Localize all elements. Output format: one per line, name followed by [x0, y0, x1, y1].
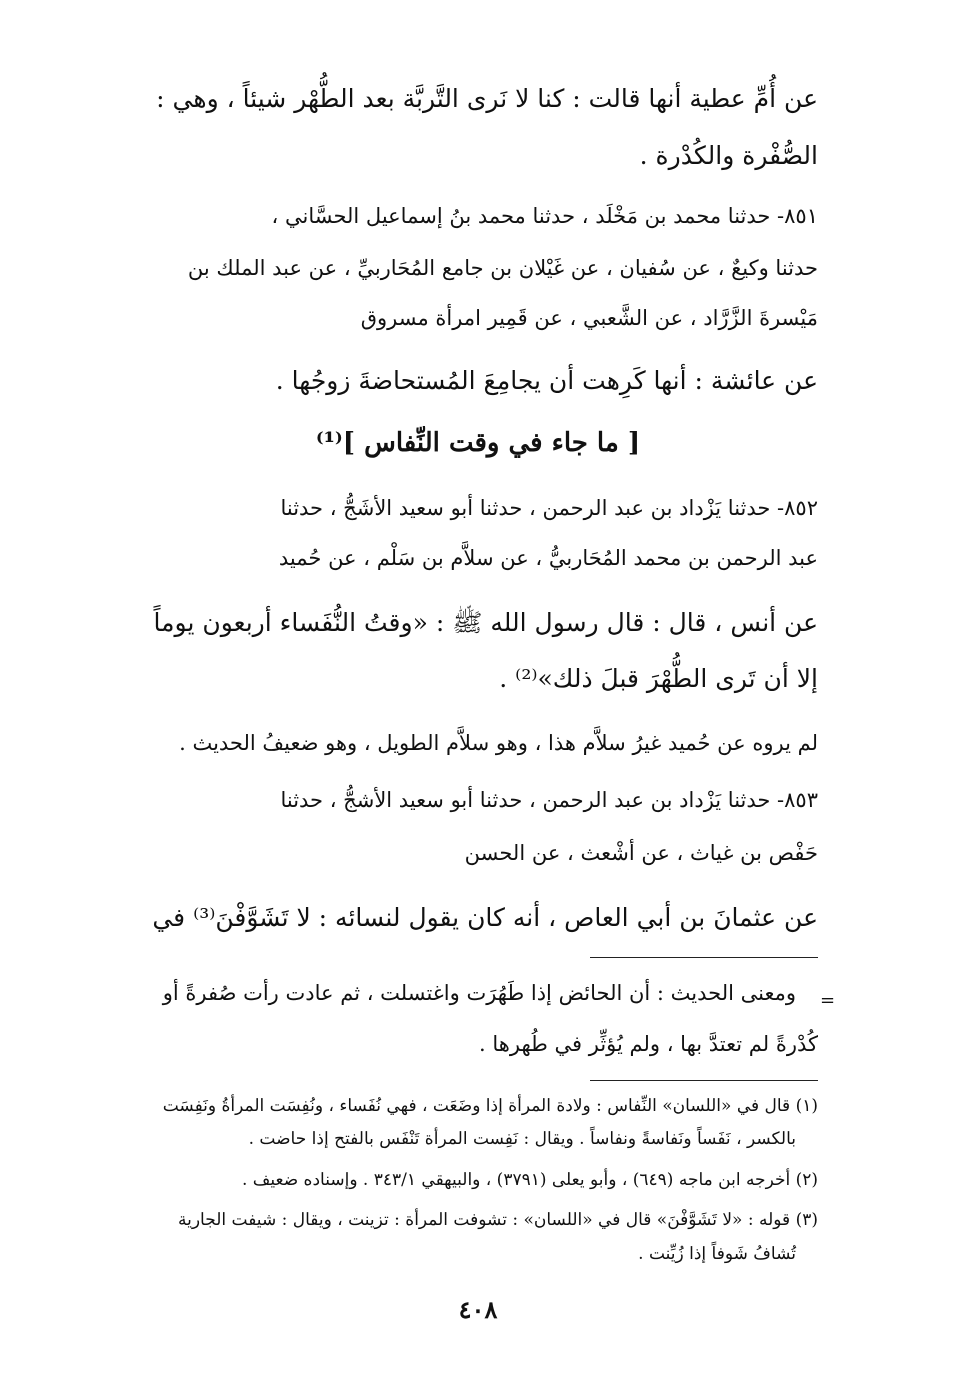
separator-rule: [590, 957, 818, 958]
text-line: عن أُمِّ عطية أنها قالت : كنا لا نَرى التَّربَّة بعد الطُّهْر شيئاً ، وهي :: [156, 84, 818, 113]
text-line: إلا أن تَرى الطُّهْرَ قبلَ ذلك»⁽²⁾ .: [499, 664, 818, 693]
text-line: عن عائشة : أنها كَرِهت أن يجامِعَ المُستحاضةَ زوجُها .: [275, 366, 818, 395]
hadith-852-line: عبد الرحمن بن محمد المُحَاربيُّ ، عن سلاَّم بن سَلْم ، عن حُميد: [278, 546, 818, 570]
text-line: الصُّفْرة والكُدْرة .: [639, 141, 818, 170]
commentary-line: لم يروه عن حُميد غيرُ سلاَّم هذا ، وهو سلاَّم الطويل ، وهو ضعيفُ الحديث .: [179, 731, 818, 755]
hadith-852-line: ٨٥٢- حدثنا يَزْداد بن عبد الرحمن ، حدثنا أبو سعيد الأشَجُّ ، حدثنا: [280, 496, 818, 520]
hadith-851-line: ٨٥١- حدثنا محمد بن مَخْلَد ، حدثنا محمد بنُ إسماعيل الحسَّاني ،: [271, 204, 818, 228]
continuation-line: ومعنى الحديث : أن الحائض إذا طَهُرَت واغتسلت ، ثم عادت رأت صُفرةً أو: [162, 981, 796, 1005]
text-line: عن عثمانَ بن أبي العاص ، أنه كان يقول لنسائه : لا تَشَوَّفْنَ⁽³⁾ في: [152, 903, 818, 932]
continuation-line: كُدْرةً لم تعتدَّ بها ، ولم يُؤثِّر في طُهرها .: [479, 1032, 818, 1056]
footnote-line: (٣) قوله : «لا تَشَوَّفْنَ» قال في «اللسان» : تشوفت المرأة : تزينت ، ويقال : شيفت الجارية: [178, 1210, 818, 1230]
footnote-line: تُشافُ شَوفاً إذا زُيِّنت .: [638, 1244, 796, 1264]
hadith-851-line: مَيْسرةَ الزَّرَّاد ، عن الشَّعبي ، عن قَمِير امرأة مسروق: [360, 306, 818, 330]
hadith-853-line: ٨٥٣- حدثنا يَزْداد بن عبد الرحمن ، حدثنا أبو سعيد الأشجُّ ، حدثنا: [280, 788, 818, 812]
hadith-851-line: حدثنا وكيعٌ ، عن سُفيان ، عن غَيْلان بن جامع المُحَاربيِّ ، عن عبد الملك بن: [187, 256, 818, 280]
section-heading: [ ما جاء في وقت النِّفاس ]⁽¹⁾: [315, 428, 641, 458]
footnote-line: (٢) أخرجه ابن ماجه (٦٤٩) ، وأبو يعلى (٣٧٩١) ، والبيهقي ٣٤٣/١ . وإسناده ضعيف .: [241, 1170, 818, 1190]
footnote-line: (١) قال في «اللسان» النِّفاس : ولادة المرأة إذا وضَعَت ، فهي نُفَساء ، ونُفِسَت المرأةُ ونَفِسَت: [162, 1096, 818, 1116]
page-number: ٤٠٨: [458, 1295, 498, 1324]
footnote-line: بالكسر ، نَفَساً ونَفاسةً ونفاساً . ويقال : نَفِست المرأة تَنْفَس بالفتح إذا حاضت .: [248, 1129, 796, 1149]
continuation-mark: =: [820, 990, 836, 1011]
text-line: عن أنس ، قال : قال رسول الله ﷺ : «وقتُ النُّفَساء أربعون يوماً: [153, 608, 818, 637]
hadith-853-line: حَفْص بن غياث ، عن أشْعث ، عن الحسن: [464, 841, 818, 865]
footnote-rule: [590, 1080, 818, 1081]
